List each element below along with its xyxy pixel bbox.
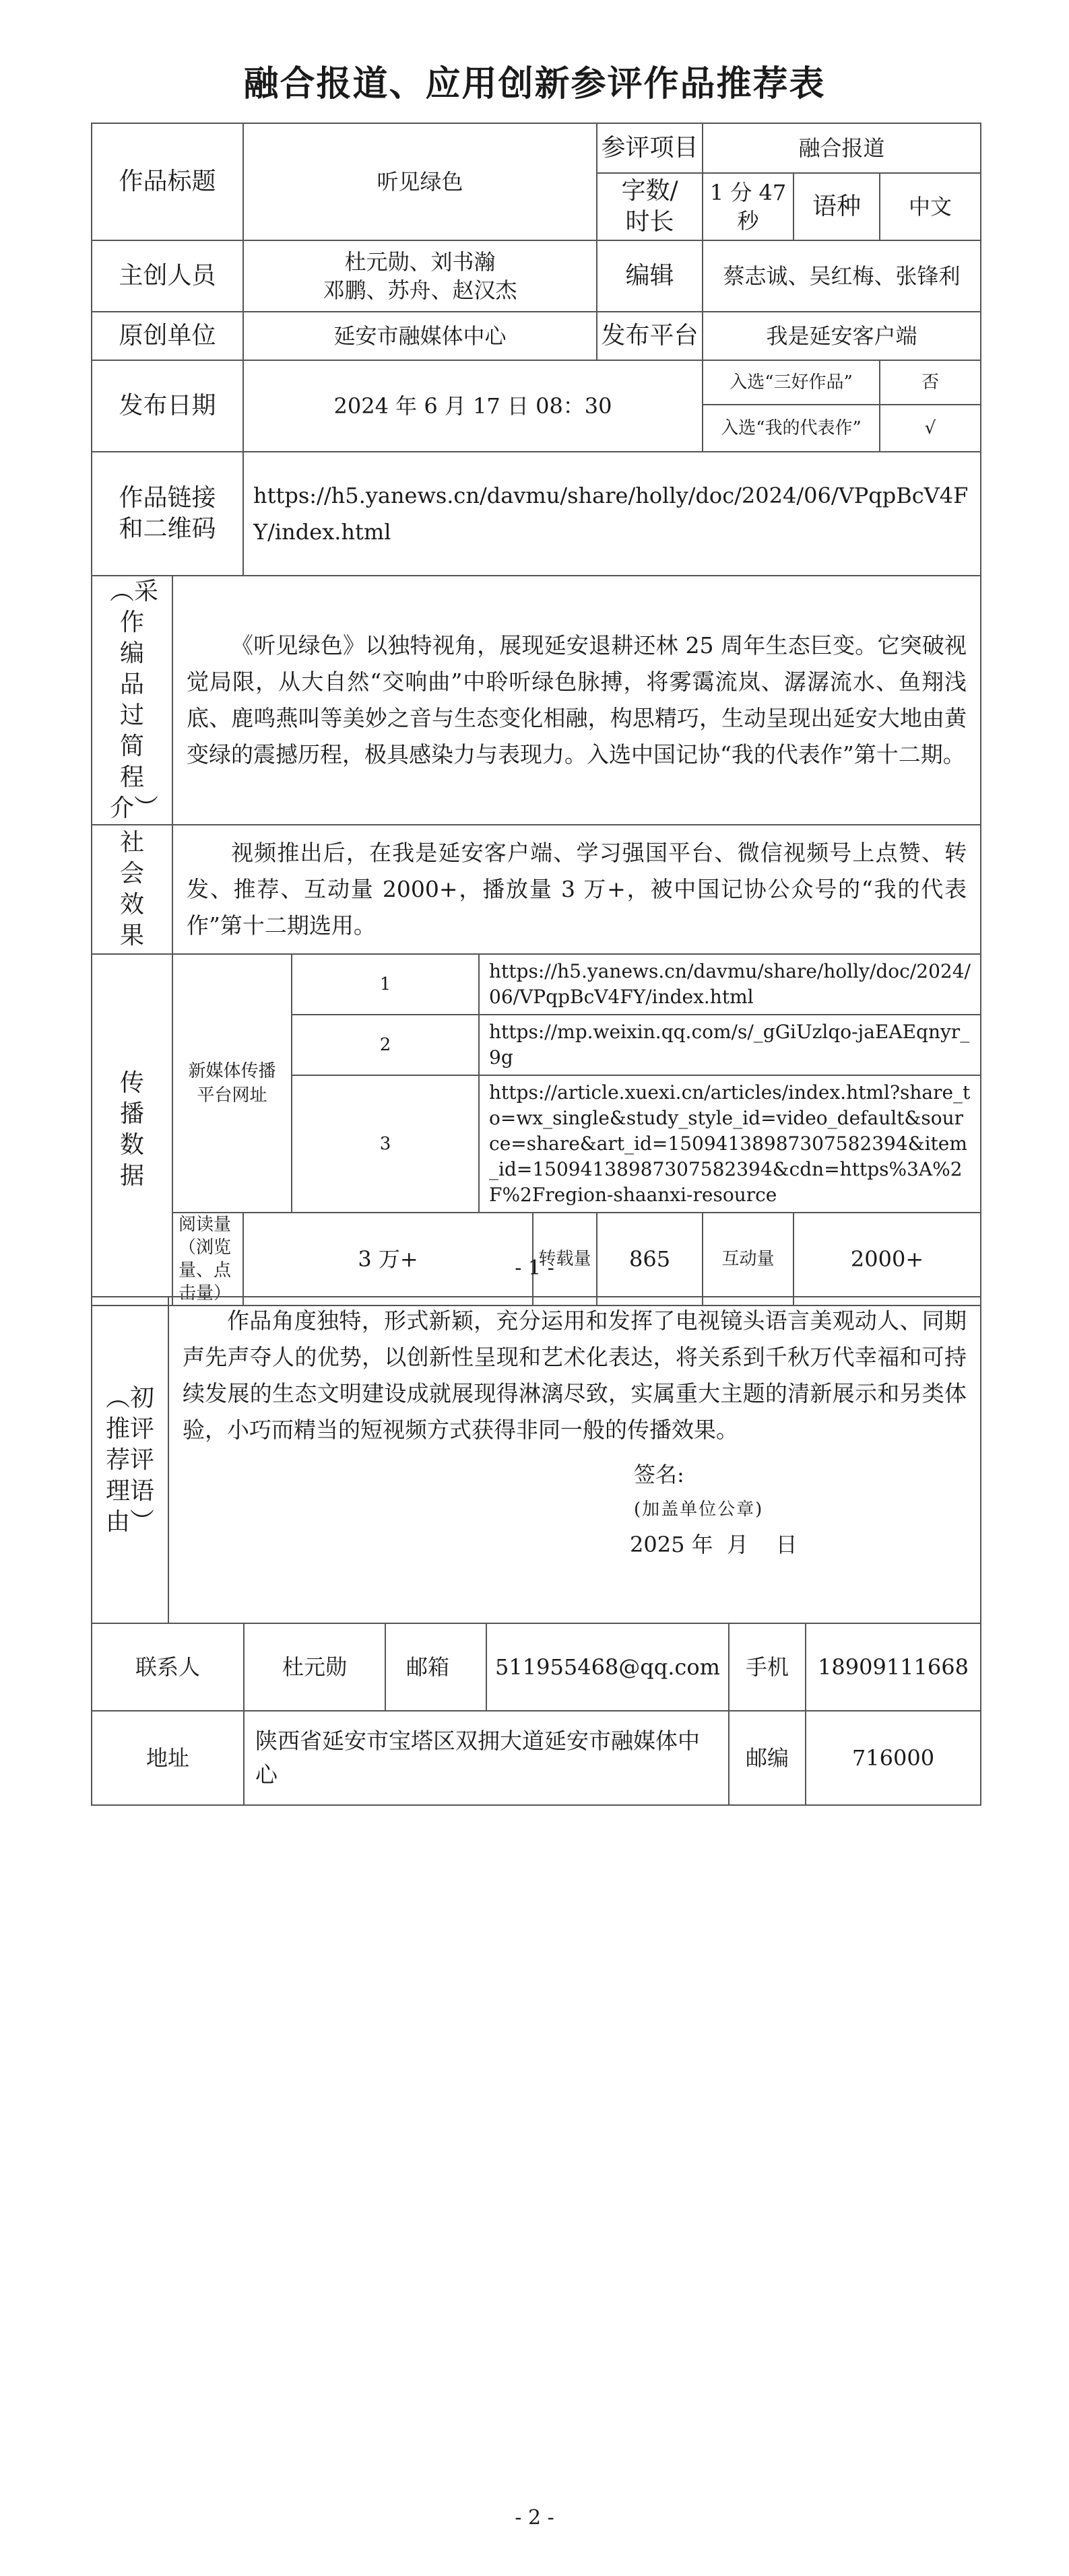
platform-value: 我是延安客户端 [703,312,981,360]
language-value: 中文 [880,173,981,240]
page-number-1: - 1 - [515,1256,554,1280]
work-link[interactable]: https://h5.yanews.cn/davmu/share/holly/doc/2024/06/VPqpBcV4FY/index.html [243,452,981,576]
reads-label: 阅读量（浏览量、点击量） [172,1213,243,1306]
platform-url-1[interactable]: https://h5.yanews.cn/davmu/share/holly/doc/2024/06/VPqpBcV4FY/index.html [479,954,981,1015]
document-title: 融合报道、应用创新参评作品推荐表 [243,64,826,104]
publish-date-value: 2024 年 6 月 17 日 08：30 [243,360,703,452]
signature-date: 2025 年 月 日 [630,1532,798,1557]
effect-label: 社会效果 [92,825,172,954]
category-value: 融合报道 [703,123,981,173]
link-label: 作品链接和二维码 [92,452,243,576]
reposts-label: 转载量 [533,1213,597,1306]
daibiao-label: 入选“我的代表作” [703,405,880,452]
platform-url-label: 新媒体传播平台网址 [172,954,292,1213]
contact-label: 联系人 [92,1623,244,1711]
category-label: 参评项目 [597,123,703,173]
reposts-value: 865 [597,1213,703,1306]
entry-form-table [91,123,981,1306]
phone-label: 手机 [729,1623,806,1711]
org-label: 原创单位 [92,312,243,360]
work-title-label: 作品标题 [92,123,243,240]
publish-date-label: 发布日期 [92,360,243,452]
daibiao-value: √ [880,405,981,452]
sanhao-value: 否 [880,360,981,405]
editor-value: 蔡志诚、吴红梅、张锋利 [703,240,981,312]
address-value: 陕西省延安市宝塔区双拥大道延安市融媒体中心 [244,1711,729,1805]
language-label: 语种 [793,173,880,240]
creators-line-2: 邓鹏、苏舟、赵汉杰 [323,277,517,303]
creators-value [243,240,597,312]
signature-label: 签名: [634,1462,684,1487]
signature-block [169,1458,980,1565]
interact-label: 互动量 [703,1213,793,1306]
sanhao-label: 入选“三好作品” [703,360,880,405]
platform-url-3[interactable]: https://article.xuexi.cn/articles/index.html?share_to=wx_single&study_style_id=video_default&source=share&art_id=15094138987307582394&item_id=15094138987307582394&cdn=https%3A%2F%2Fregion-shaanxi-resource [479,1075,981,1213]
email-value[interactable]: 511955468@qq.com [486,1623,729,1711]
url-index-3: 3 [292,1075,479,1213]
editor-label: 编辑 [597,240,703,312]
recommendation-table [91,1296,981,1806]
address-label: 地址 [92,1711,244,1805]
recommend-text: 作品角度独特，形式新颖，充分运用和发挥了电视镜头语言美观动人、同期声先声夺人的优势，以创新性呈现和艺术化表达，将关系到千秋万代幸福和可持续发展的生态文明建设成就展现得淋漓尽致，实属重大主题的清新展示和另类体验，小巧而精当的短视频方式获得非同一般的传播效果。 [183,1308,967,1443]
length-value: 1 分 47 秒 [703,173,793,240]
process-text: 《听见绿色》以独特视角，展现延安退耕还林 25 周年生态巨变。它突破视觉局限，从大自然“交响曲”中聆听绿色脉搏，将雾霭流岚、潺潺流水、鱼翔浅底、鹿鸣燕叫等美妙之音与生态变化相融，构思精巧，生动呈现出延安大地由黄变绿的震撼历程，极具感染力与表现力。入选中国记协“我的代表作”第十二期。 [172,576,981,825]
url-index-1: 1 [292,954,479,1015]
effect-text: 视频推出后，在我是延安客户端、学习强国平台、微信视频号上点赞、转发、推荐、互动量 2000+，播放量 3 万+，被中国记协公众号的“我的代表作”第十二期选用。 [172,825,981,954]
creators-label: 主创人员 [92,240,243,312]
platform-label: 发布平台 [597,312,703,360]
org-value: 延安市融媒体中心 [243,312,597,360]
interact-value: 2000+ [793,1213,981,1306]
process-label: ︵采作编品过简程介︶ [92,576,172,825]
reads-value: 3 万+ [243,1213,533,1306]
contact-value: 杜元勋 [244,1623,385,1711]
url-index-2: 2 [292,1015,479,1075]
recommend-cell [168,1297,981,1623]
work-title-value: 听见绿色 [243,123,597,240]
stamp-note: (加盖单位公章) [634,1499,764,1520]
recommend-label: ︵初推评荐评理语由︶ [92,1297,168,1623]
phone-value: 18909111668 [806,1623,981,1711]
platform-url-2[interactable]: https://mp.weixin.qq.com/s/_gGiUzlqo-jaEAEqnyr_9g [479,1015,981,1075]
length-label: 字数/时长 [597,173,703,240]
creators-line-1: 杜元勋、刘书瀚 [344,249,496,275]
zip-label: 邮编 [729,1711,806,1805]
spread-label: 传播数据 [92,954,172,1306]
zip-value: 716000 [806,1711,981,1805]
page-number-2: - 2 - [515,2506,554,2530]
email-label: 邮箱 [385,1623,486,1711]
